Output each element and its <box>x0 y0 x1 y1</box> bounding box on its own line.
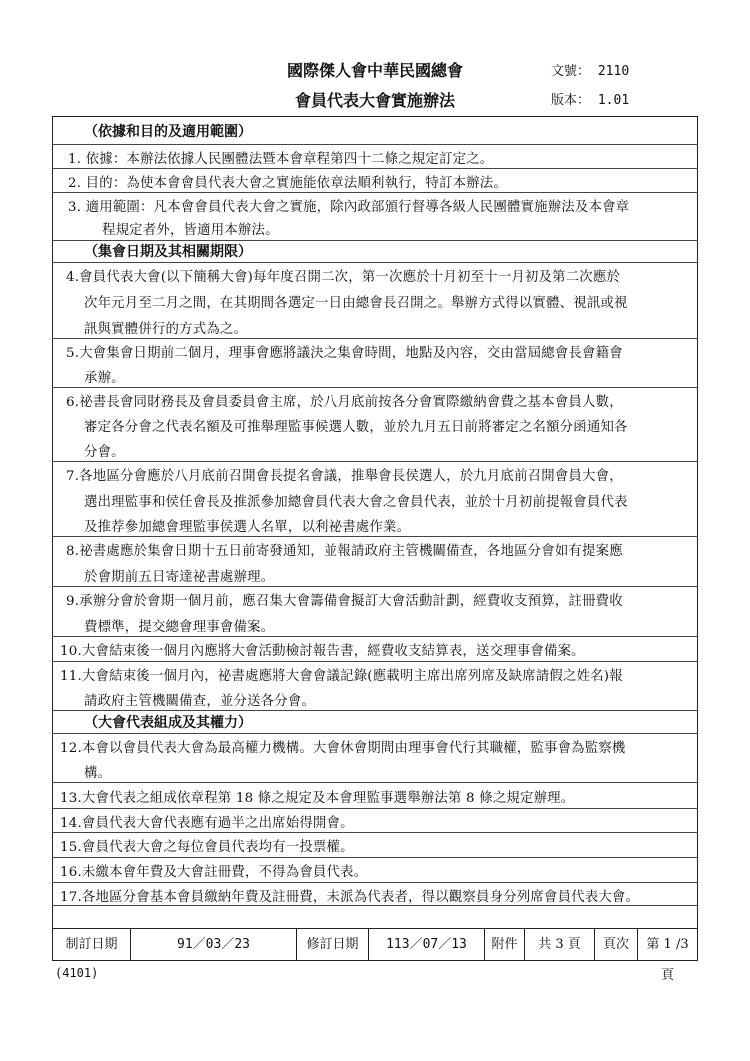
row-divider <box>52 882 698 883</box>
section-heading-dates: （集會日期及其相關期限） <box>84 244 252 260</box>
clause-line: 7.各地區分會應於八月底前召開會長提名會議，推舉會長侯選人，於九月底前召開會員大會， <box>66 469 623 484</box>
row-divider <box>52 832 698 833</box>
doc-number <box>551 60 629 79</box>
document-title: 國際傑人會中華民國總會 <box>286 61 463 80</box>
section-heading-purpose: （依據和目的及適用範圍） <box>84 124 252 140</box>
row-divider <box>52 857 698 858</box>
doc-number-label: 文號： <box>551 64 591 79</box>
row-divider <box>52 710 698 711</box>
row-divider <box>52 661 698 662</box>
clause-line: 9.承辦分會於會期一個月前，應召集大會籌備會擬訂大會活動計劃，經費收支預算，註冊費收 <box>66 594 623 609</box>
row-divider <box>52 168 698 169</box>
clause-line: 3. 適用範圍：凡本會會員代表大會之實施，除內政部頒行督導各級人民團體實施辦法及本會章 <box>68 200 630 215</box>
row-divider <box>52 144 698 145</box>
doc-version-value: 1.01 <box>597 93 630 108</box>
clause-line: 14.會員代表大會代表應有過半之出席始得開會。 <box>60 816 354 831</box>
clause-line: 15.會員代表大會之每位會員代表均有一投票權。 <box>60 840 354 855</box>
clause-line: 6.祕書長會同財務長及會員委員會主席，於八月底前按各分會實際繳納會費之基本會員人數， <box>66 395 623 410</box>
revised-date-label: 修訂日期 <box>297 929 369 960</box>
doc-version-label: 版本： <box>551 93 591 108</box>
clause-line: 17.各地區分會基本會員繳納年費及註冊費，未派為代表者，得以觀察員身分列席會員代表大會。 <box>60 890 640 905</box>
row-divider <box>52 192 698 193</box>
row-divider <box>52 782 698 783</box>
row-divider <box>52 240 698 241</box>
clause-line: 請政府主管機關備查，並分送各分會。 <box>84 694 316 709</box>
row-divider <box>52 536 698 537</box>
row-divider <box>52 808 698 809</box>
clause-line: 訊與實體併行的方式為之。 <box>84 322 248 337</box>
clause-line: 2. 目的：為使本會會員代表大會之實施能依章法順利執行，特訂本辦法。 <box>68 176 507 191</box>
clause-line: 承辦。 <box>84 371 125 386</box>
row-divider <box>52 733 698 734</box>
row-divider <box>52 461 698 462</box>
clause-line: 13.大會代表之組成依章程第 18 條之規定及本會理監事選舉辦法第 8 條之規定辦理。 <box>60 791 575 806</box>
form-code: (4101) <box>55 966 99 980</box>
clause-line: 次年元月至二月之間，在其期間各選定一日由總會長召開之。舉辦方式得以實體、視訊或視 <box>84 296 628 311</box>
attachment-label: 附件 <box>485 929 525 960</box>
page-label: 頁次 <box>595 929 638 960</box>
clause-line: 程規定者外，皆適用本辦法。 <box>102 223 279 238</box>
row-divider <box>52 586 698 587</box>
clause-line: 8.祕書處應於集會日期十五日前寄發通知，並報請政府主管機關備查，各地區分會如有提案應 <box>66 544 623 559</box>
clause-line: 16.未繳本會年費及大會註冊費，不得為會員代表。 <box>60 865 368 880</box>
clause-line: 11.大會結束後一個月內，祕書處應將大會會議記錄(應載明主席出席列席及缺席請假之姓名)報 <box>60 669 623 684</box>
row-divider <box>52 387 698 388</box>
clause-line: 5.大會集會日期前二個月，理事會應將議決之集會時間，地點及內容，交由當屆總會長會籍會 <box>66 346 623 361</box>
clause-line: 選出理監事和侯任會長及推派參加總會員代表大會之會員代表，並於十月初前提報會員代表 <box>84 495 628 510</box>
attachment-value: 共 3 頁 <box>525 929 595 960</box>
created-date-label: 制訂日期 <box>53 929 131 960</box>
doc-version <box>551 89 629 108</box>
clause-line: 4.會員代表大會(以下簡稱大會)每年度召開二次，第一次應於十月初至十一月初及第二次應於 <box>66 270 621 285</box>
clause-line: 10.大會結束後一個月內應將大會活動檢討報告書，經費收支結算表，送交理事會備案。 <box>60 644 585 659</box>
row-divider <box>52 262 698 263</box>
row-divider <box>52 905 698 906</box>
row-divider <box>52 636 698 637</box>
row-divider <box>52 338 698 339</box>
revised-date-value: 113／07／13 <box>369 929 485 960</box>
clause-line: 1. 依據：本辦法依據人民團體法暨本會章程第四十二條之規定訂定之。 <box>68 152 494 167</box>
document-subtitle: 會員代表大會實施辦法 <box>294 91 455 110</box>
clause-line: 審定各分會之代表名額及可推舉理監事候選人數，並於九月五日前將審定之名額分函通知各 <box>84 420 628 435</box>
clause-line: 12.本會以會員代表大會為最高權力機構。大會休會期間由理事會代行其職權，監事會為監察機 <box>60 741 626 756</box>
clause-line: 分會。 <box>84 445 125 460</box>
clause-line: 及推荐參加總會理監事侯選人名單，以利祕書處作業。 <box>84 520 411 535</box>
clause-line: 於會期前五日寄達祕書處辦理。 <box>84 570 275 585</box>
section-heading-composition: （大會代表組成及其權力） <box>84 715 252 731</box>
created-date-value: 91／03／23 <box>131 929 297 960</box>
clause-line: 費標準，提交總會理事會備案。 <box>84 620 275 635</box>
clause-line: 構。 <box>84 766 112 781</box>
doc-number-value: 2110 <box>597 64 630 79</box>
page-value: 第 1 /3 頁 <box>646 937 689 983</box>
